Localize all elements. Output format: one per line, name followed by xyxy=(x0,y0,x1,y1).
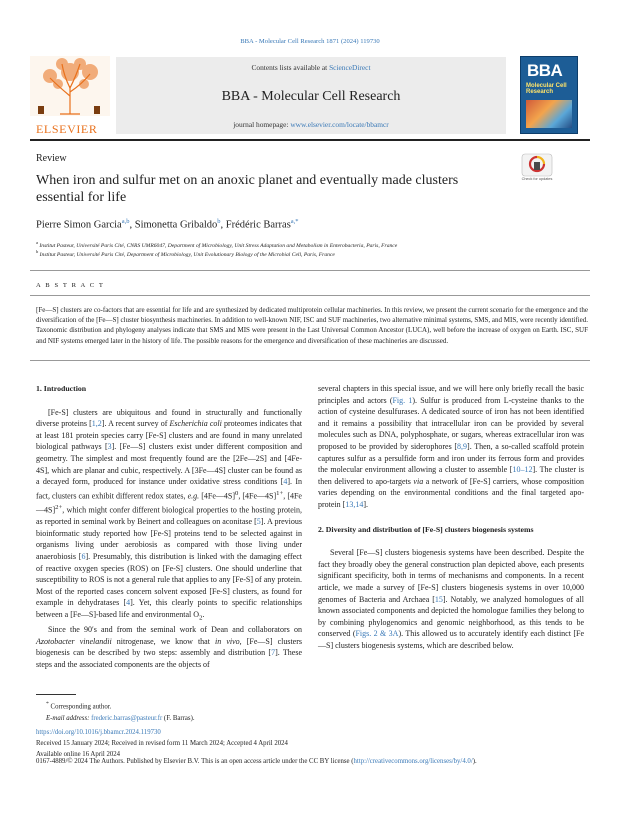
journal-title: BBA - Molecular Cell Research xyxy=(221,89,401,104)
journal-info-box xyxy=(116,57,506,134)
citation-link[interactable]: 5 xyxy=(256,517,261,527)
license-statement xyxy=(36,758,588,765)
running-head[interactable]: BBA - Molecular Cell Research 1871 (2024) 119730 xyxy=(240,38,380,45)
masthead-divider xyxy=(30,139,590,141)
author-affiliation-mark[interactable]: a,b xyxy=(121,218,130,225)
author-name[interactable]: Pierre Simon Garcia xyxy=(36,219,122,231)
doi-link[interactable]: https://doi.org/10.1016/j.bbamcr.2024.119730 xyxy=(36,729,161,736)
history-dates: Received 15 January 2024; Received in revised form 11 March 2024; Accepted 4 April 2024 xyxy=(36,740,288,747)
abstract-text: [Fe—S] clusters are co-factors that are essential for life and are synthesized by dedicated multiprotein cellular machineries. In this review, we present the current scenario for the emergence and the diversification of the [Fe—S] cluster biosynthesis machineries. In addition to well-known NIF, ISC and SUF machineries, two alternative minimal systems, SMS, and MIS, were recently identified. Taxonomic distribution and phylogeny analyses indicate that SMS and MIS were present in the Last Universal Common Ancestor (LUCA), well before the increase of oxygen on Earth. ISC, SUF and NIF systems emerged later in the history of life. The possible reasons for the emergence and diversification of these machineries are discussed. xyxy=(36,306,588,345)
article-title: When iron and sulfur met on an anoxic planet and eventually made clusters essential for life xyxy=(36,173,459,205)
citation-link[interactable]: 7 xyxy=(271,648,276,658)
body-paragraph: several chapters in this special issue, and we will here only briefly recall the basic principles and actors (Fig. 1). Sulfur is produced from L-cysteine thanks to the action of cysteine desulfurases. A dedicated source of iron has not been identified and it remains a possibility that intracellular iron can be provided by several molecules such as DNA, polyphosphate, or sugars, whereas extracellular iron was proposed to be provided by siderophores [8,9]. Then, a so-called scaffold protein captures sulfur as a persulfide form and iron under its ferrous form and provides the molecular environment allowing a cluster to assemble [10–12]. The cluster is then delivered to apo-targets via a network of [Fe-S] carriers, whose composition varies depending on the environmental conditions and the final targeted apo-protein [13,14]. xyxy=(318,384,584,509)
check-for-updates-badge[interactable] xyxy=(521,153,553,185)
author-list xyxy=(36,218,299,231)
author-name[interactable]: Simonetta Gribaldo xyxy=(134,219,218,231)
contents-line xyxy=(116,63,506,72)
figure-link[interactable]: Fig. 1 xyxy=(392,395,413,405)
affiliation-text: Institut Pasteur, Université Paris Cité, Department of Microbiology, Unit Evolutionary Biology of the Microbial Cell, Paris, France xyxy=(39,251,335,258)
journal-cover-thumbnail[interactable] xyxy=(520,56,578,134)
citation-link[interactable]: 4 xyxy=(126,598,131,608)
abstract-heading-rule xyxy=(30,295,590,296)
citation-link[interactable]: 15 xyxy=(434,594,443,604)
affiliation-b xyxy=(36,249,335,258)
affiliation-a xyxy=(36,240,397,249)
sciencedirect-link[interactable]: ScienceDirect xyxy=(329,63,371,72)
footnote-text: Corresponding author. xyxy=(50,703,112,711)
corresponding-author-footnote xyxy=(46,699,195,724)
cover-title: BBA xyxy=(527,61,563,80)
article-metadata xyxy=(36,727,288,760)
affiliation-mark: a xyxy=(36,240,38,245)
citation-link[interactable]: 3 xyxy=(107,442,112,452)
cover-image xyxy=(526,100,572,128)
citation-link[interactable]: 4 xyxy=(283,477,288,487)
check-for-updates-label: Check for updates xyxy=(521,177,553,181)
contents-prefix: Contents lists available at xyxy=(251,63,330,72)
body-paragraph: Several [Fe—S] clusters biogenesis systems have been described. Despite the fact they broadly obey the general construction plan depicted above, each presents significant specificity, both in terms of mechanisms and components. In a recent article, we made a survey of [Fe-S] clusters biogenesis systems in over 10,000 genomes of Bacteria and Archaea [15]. Notably, we analyzed homologues of all known associated components and depicted the homologue families they belong to by combining phylogenomics and genomic neighborhood, as this tends to be conserved (Figs. 2 & 3A). This allowed us to accurately identify each distinct [Fe—S] clusters biogenesis systems, which are described below. xyxy=(318,548,584,650)
footnote-rule xyxy=(36,694,76,695)
citation-link[interactable]: 6 xyxy=(81,552,86,562)
body-column-right xyxy=(318,383,584,651)
journal-masthead xyxy=(30,52,590,134)
footnote-marker: * xyxy=(46,701,49,707)
journal-homepage-link[interactable]: www.elsevier.com/locate/bbamcr xyxy=(290,120,389,129)
elsevier-logo[interactable] xyxy=(30,56,110,134)
author-name[interactable]: Frédéric Barras xyxy=(225,219,291,231)
homepage-line xyxy=(116,120,506,129)
author-separator: , xyxy=(129,219,135,231)
author-email-link[interactable]: frederic.barras@pasteur.fr xyxy=(91,714,163,722)
abstract-bottom-rule xyxy=(30,360,590,361)
author-affiliation-mark[interactable]: b xyxy=(217,218,221,225)
license-link[interactable]: http://creativecommons.org/licenses/by/4.0/ xyxy=(353,758,473,765)
abstract-heading: A B S T R A C T xyxy=(36,282,105,289)
email-suffix: (F. Barras). xyxy=(162,714,195,722)
article-type: Review xyxy=(36,153,67,164)
section-heading-introduction: 1. Introduction xyxy=(36,384,87,393)
citation-link[interactable]: 8,9 xyxy=(457,441,468,451)
citation-link[interactable]: 1,2 xyxy=(91,419,102,429)
author-affiliation-mark[interactable]: a,* xyxy=(290,218,299,225)
author-separator: , xyxy=(220,219,226,231)
cover-subtitle: Molecular Cell Research xyxy=(526,83,567,96)
available-online-date: Available online 16 April 2024 xyxy=(36,751,121,758)
affiliation-mark: b xyxy=(36,249,39,254)
check-for-updates-icon xyxy=(521,153,553,177)
body-paragraph: [Fe-S] clusters are ubiquitous and found in structurally and functionally diverse proteins [1,2]. A recent survey of Escherichia coli proteomes indicates that at least 181 protein species carry [Fe-S] clusters and are found in many unrelated biological pathways [3]. [Fe—S] clusters exist under different composition and geometry. The simplest and most frequently found are the [2Fe—2S] and [4Fe-4S], which are planar and cubic, respectively. A [3Fe—4S] cluster can be found as a decayed form, produced for instance under oxidative stress conditions [4]. In fact, clusters can exhibit different redox states, e.g. [4Fe—4S]$^0$, [4Fe—4S]$^{1+}$, [4Fe—4S]$^{2+}$, which might confer different biological properties to the hosting protein, as reported in seminal work by Beinert and colleagues on aconitase [5]. A previous bioinformatic study reported how [Fe-S] proteins tend to be selected against in organisms living under aerobiosis as compared with those living under anaerobiosis [6]. Presumably, this distribution is linked with the damaging effect of reactive oxygen species (ROS) on [Fe-S] clusters. One should underline that susceptibility to ROS is not a general rule that applies to any [Fe-S] of any protein. Most of the reported cases concern solvent exposed [Fe-S] clusters, as found for example in dehydratases [4]. Yet, this clearly points to specific relationships between a [Fe—S]-based life and environmental $O_2$. xyxy=(36,407,303,622)
body-paragraph: Since the 90′s and from the seminal work of Dean and collaborators on Azotobacter vinelandii nitrogenase, we know that in vivo, [Fe—S] clusters biogenesis can be described by two steps: assembly and distribution [7]. These steps and the associated components are the objects of xyxy=(36,625,303,669)
figure-link[interactable]: Figs. 2 & 3A xyxy=(355,629,399,639)
elsevier-tree-icon xyxy=(30,56,110,116)
body-column-left xyxy=(36,383,302,671)
email-label: E-mail address: xyxy=(46,714,92,722)
citation-link[interactable]: 13,14 xyxy=(345,499,364,509)
citation-link[interactable]: 10–12 xyxy=(512,465,533,475)
license-suffix: ). xyxy=(472,758,477,765)
section-heading-diversity: 2. Diversity and distribution of [Fe-S] clusters biogenesis systems xyxy=(318,524,534,534)
abstract-top-rule xyxy=(30,270,590,271)
affiliation-text: Institut Pasteur, Université Paris Cité, CNRS UMR6047, Department of Microbiology, Unit Stress Adaptation and Metabolism in Enterobacteria, Paris, France xyxy=(39,242,398,249)
homepage-prefix: journal homepage: xyxy=(233,120,291,129)
license-prefix: 0167-4889/© 2024 The Authors. Published by Elsevier B.V. This is an open access article under the CC BY license ( xyxy=(36,758,354,765)
publisher-name: ELSEVIER xyxy=(36,122,98,136)
